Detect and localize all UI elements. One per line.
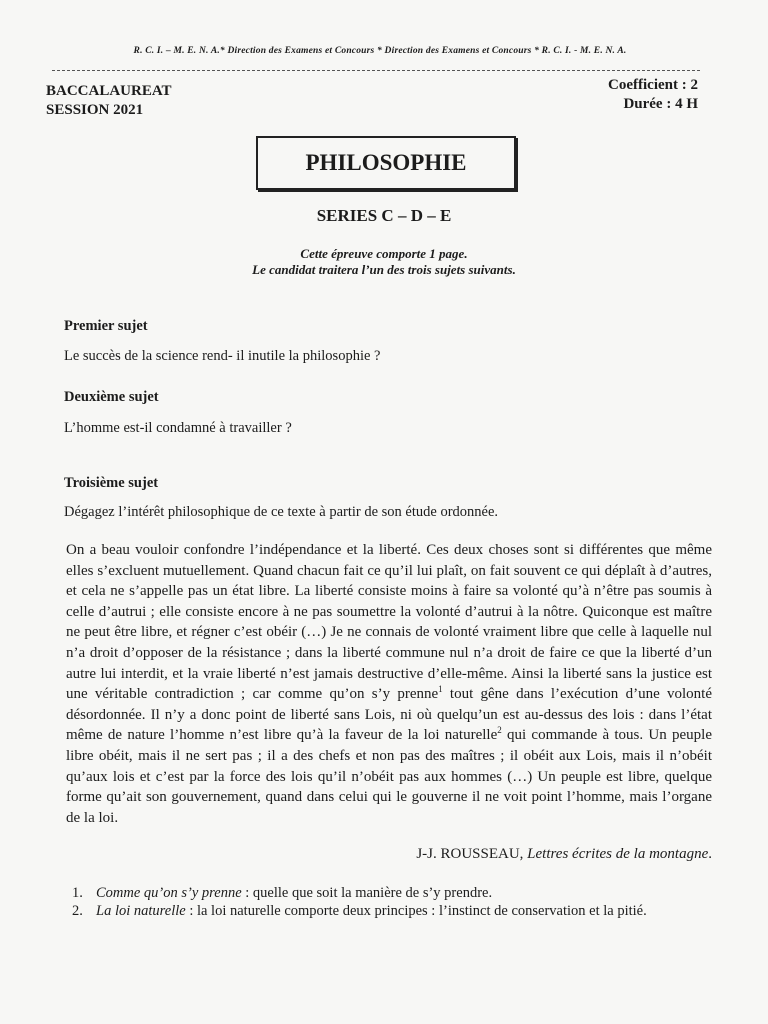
- header-divider: [52, 70, 700, 71]
- footnote-body: [96, 884, 492, 902]
- instructions: [0, 246, 768, 278]
- footnote-1: [72, 884, 718, 902]
- instructions-line-1: Cette épreuve comporte 1 page.: [300, 246, 468, 261]
- subject-1-heading: Premier sujet: [64, 318, 148, 334]
- footnote-term: Comme qu’on s’y prenne: [96, 885, 242, 901]
- footnote-body: [96, 902, 647, 920]
- passage-part-1: On a beau vouloir confondre l’indépendance et la liberté. Ces deux choses sont si différentes que même elles s’excluent mutuellement. Quand chacun fait ce qu’il lui plaît, on fait souvent ce qui déplaît à d’autres, et cela ne s’appelle pas un état libre. La liberté consiste moins à faire sa volonté qu’à n’être pas soumis à celle d’autrui ; elle consiste encore à ne pas soumettre la volonté d’autrui à la nôtre. Quiconque est maître ne peut être libre, et régner c’est obéir (…) Je ne connais de volonté vraiment libre que celle à laquelle nul n’a droit d’opposer de la résistance ; dans la liberté commune nul n’a droit de faire ce que la liberté d’un autre lui interdit, et la vraie liberté n’est jamais destructive d’elle-même. Ainsi la liberté sans la justice est une véritable contradiction ; car comme qu’on s’y prenne: [66, 542, 712, 703]
- subject-3-text: Dégagez l’intérêt philosophique de ce texte à partir de son étude ordonnée.: [64, 504, 499, 520]
- exam-level: BACCALAUREAT: [46, 83, 172, 99]
- exam-session: SESSION 2021: [46, 102, 144, 118]
- passage-part-2: tout gêne dans l’exécution d’une volonté désordonnée. Il n’y a donc point de liberté sans Lois, ni où quelqu’un est au-dessus des lois : dans l’état même de nature l’homme n’est libre qu’à la faveur de la loi naturelle: [66, 686, 712, 744]
- instructions-line-2: Le candidat traitera l’un des trois sujets suivants.: [252, 262, 516, 277]
- exam-duration: Durée : 4 H: [623, 96, 698, 112]
- footnote-ref-1: 1: [438, 684, 443, 695]
- subject-3-heading: Troisième sujet: [64, 475, 159, 491]
- exam-info-left: [46, 82, 172, 120]
- footnote-number: 1.: [72, 885, 83, 901]
- footnote-2: [72, 902, 718, 920]
- page-title: [256, 136, 516, 190]
- header-banner: R. C. I. – M. E. N. A.* Direction des Examens et Concours * Direction des Examens et Concours * R. C. I. - M. E. N. A.: [133, 46, 627, 56]
- footnote-text: : la loi naturelle comporte deux principes : l’instinct de conservation et la pitié.: [185, 903, 647, 919]
- passage-source: [416, 846, 712, 863]
- text-passage: [66, 540, 712, 828]
- source-author: J-J. ROUSSEAU,: [416, 846, 528, 862]
- passage-part-3: qui commande à tous. Un peuple libre obéit, mais il ne sert pas ; il a des chefs et non pas des maîtres ; il obéit aux Lois, mais il n’obéit qu’aux lois et c’est par la force des lois qu’il n’obéit pas aux hommes (…) Un peuple est libre, quelque forme qu’ait son gouvernement, quand dans celui qui le gouverne il ne voit point l’homme, mais l’organe de la loi.: [66, 727, 712, 826]
- subject-2-heading: Deuxième sujet: [64, 389, 159, 405]
- page-title-text: PHILOSOPHIE: [305, 150, 467, 175]
- series-label: SERIES C – D – E: [316, 206, 452, 225]
- footnote-term: La loi naturelle: [96, 903, 186, 919]
- subject-2-text: L’homme est-il condamné à travailler ?: [64, 420, 292, 436]
- source-end: .: [708, 846, 712, 862]
- footnote-number: 2.: [72, 903, 83, 919]
- exam-coefficient: Coefficient : 2: [608, 77, 698, 93]
- subject-1-text: Le succès de la science rend- il inutile la philosophie ?: [64, 348, 381, 364]
- footnotes: [72, 884, 718, 920]
- source-work: Lettres écrites de la montagne: [527, 846, 709, 862]
- footnote-ref-2: 2: [497, 725, 502, 736]
- footnote-text: : quelle que soit la manière de s’y prendre.: [241, 885, 493, 901]
- exam-info-right: [608, 76, 698, 114]
